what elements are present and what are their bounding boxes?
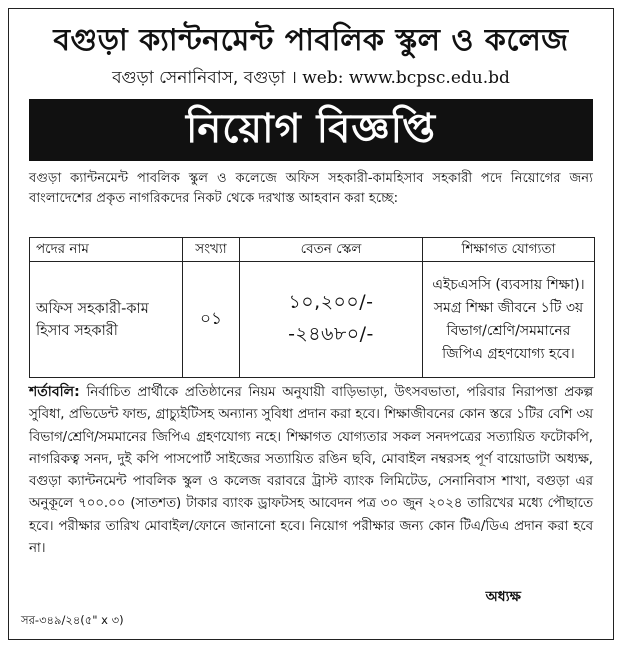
terms-heading: শর্তাবলি: [29, 384, 80, 400]
post-name-cell: অফিস সহকারী-কাম হিসাব সহকারী [30, 262, 183, 378]
reference-number: সর-৩৪৯/২৪(৫" x ৩) [21, 613, 124, 627]
table-header-row [30, 238, 595, 262]
address-line [9, 67, 613, 89]
header-qualification: শিক্ষাগত যোগ্যতা [423, 238, 595, 262]
intro-paragraph: বগুড়া ক্যান্টনমেন্ট পাবলিক স্কুল ও কলেজে অফিস সহকারী-কামহিসাব সহকারী পদে নিয়োগের জন্য বাংলাদেশের প্রকৃত নাগরিকদের নিকট থেকে দরখাস্ত আহবান করা হচ্ছে: [29, 171, 593, 206]
signatory-title: অধ্যক্ষ [485, 589, 521, 605]
qualification-cell: এইচএসসি (ব্যবসায় শিক্ষা)। সমগ্র শিক্ষা জীবনে ১টি ৩য় বিভাগ/শ্রেণি/সমমানের জিপিএ গ্রহণযোগ্য হবে। [423, 262, 595, 378]
table-row [30, 262, 595, 378]
institution-name: বগুড়া ক্যান্টনমেন্ট পাবলিক স্কুল ও কলেজ [53, 23, 569, 58]
header-pay-scale: বেতন স্কেল [240, 238, 423, 262]
pay-scale-cell: ১০,২০০/--২৪৬৮০/- [240, 262, 423, 378]
terms-paragraph [29, 381, 593, 560]
posts-table [29, 237, 595, 378]
notice-title-banner: নিয়োগ বিজ্ঞপ্তি [29, 99, 593, 161]
terms-body: নির্বাচিত প্রার্থীকে প্রতিষ্ঠানের নিয়ম অনুযায়ী বাড়িভাড়া, উৎসবভাতা, পরিবার নিরাপত্তা প্রকল্প সুবিধা, প্রভিডেন্ট ফান্ড, গ্রাচ্যুইটিসহ অন্যান্য সুবিধা প্রদান করা হবে। শিক্ষাজীবনের কোন স্তরে ১টির বেশি ৩য় বিভাগ/শ্রেণি/সমমানের জিপিএ গ্রহণযোগ্য নহে। শিক্ষাগত যোগ্যতার সকল সনদপত্রের সত্যায়িত ফটোকপি, নাগরিকত্ব সনদ, দুই কপি পাসপোর্ট সাইজের সত্যায়িত রঙিন ছবি, মোবাইল নম্বরসহ পূর্ণ বায়োডাটা অধ্যক্ষ, বগুড়া ক্যান্টনমেন্ট পাবলিক স্কুল ও কলেজ বরাবরে ট্রাস্ট ব্যাংক লিমিটেড, সেনানিবাস শাখা, বগুড়া এর অনুকূলে ৭০০.০০ (সাতশত) টাকার ব্যাংক ড্রাফটসহ আবেদন পত্র ৩০ জুন ২০২৪ তারিখের মধ্যে পৌছাতে হবে। পরীক্ষার তারিখ মোবাইল/ফোনে জানানো হবে। নিয়োগ পরীক্ষার জন্য কোন টিএ/ডিএ প্রদান করা হবে না। [29, 385, 593, 557]
address-text: বগুড়া সেনানিবাস, বগুড়া । [112, 68, 297, 88]
header-post-name: পদের নাম [30, 238, 183, 262]
post-count-cell: ০১ [183, 262, 240, 378]
website-text: web: www.bcpsc.edu.bd [302, 68, 510, 88]
advertisement-page [8, 8, 614, 640]
header-count: সংখ্যা [183, 238, 240, 262]
